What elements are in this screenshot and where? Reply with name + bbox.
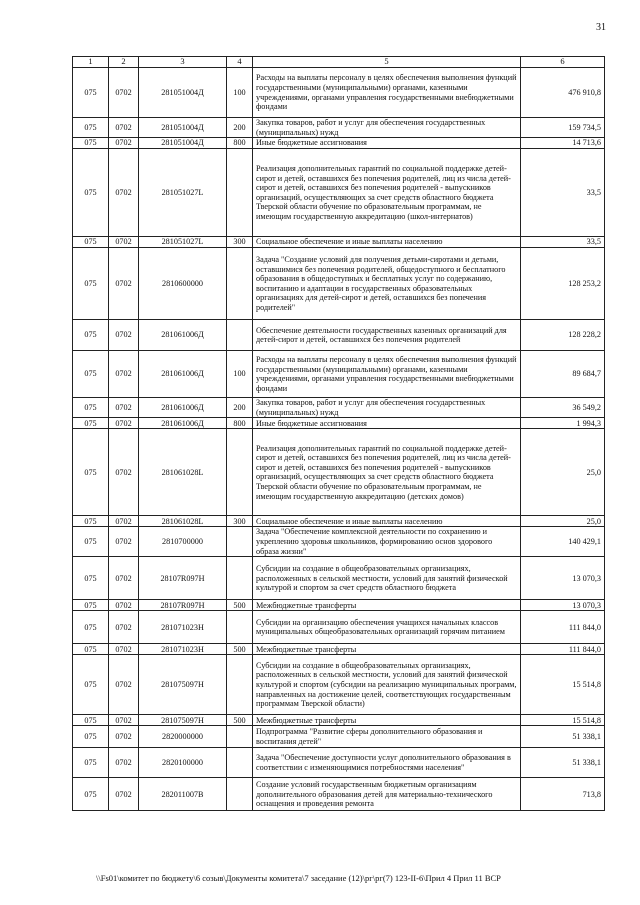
cell-section-code: 0702 <box>109 248 139 320</box>
cell-ministry-code: 075 <box>73 715 109 726</box>
table-row <box>73 726 605 748</box>
cell-target-article: 281071023H <box>139 644 227 655</box>
header-col-1: 1 <box>73 57 109 68</box>
cell-section-code: 0702 <box>109 557 139 600</box>
cell-expense-type <box>227 655 253 715</box>
cell-expense-type: 100 <box>227 351 253 398</box>
cell-description: Создание условий государственным бюджетным организациям дополнительного образования детей для материально-технического оснащения и проведения ремонта <box>253 778 521 811</box>
table-row <box>73 138 605 149</box>
cell-description: Субсидии на организацию обеспечения учащихся начальных классов муниципальных общеобразовательных организаций горячим питанием <box>253 611 521 644</box>
cell-expense-type <box>227 527 253 557</box>
cell-target-article: 2820100000 <box>139 748 227 778</box>
table-row <box>73 118 605 138</box>
cell-ministry-code: 075 <box>73 429 109 516</box>
cell-ministry-code: 075 <box>73 644 109 655</box>
table-row <box>73 748 605 778</box>
cell-description: Расходы на выплаты персоналу в целях обеспечения выполнения функций государственными (муниципальными) органами, казенными учреждениями, органами управления государственными внебюджетными фондами <box>253 351 521 398</box>
table-row <box>73 557 605 600</box>
cell-description: Обеспечение деятельности государственных казенных организаций для детей-сирот и детей, оставшихся без попечения родителей <box>253 320 521 351</box>
cell-amount: 476 910,8 <box>521 68 605 118</box>
cell-ministry-code: 075 <box>73 138 109 149</box>
cell-expense-type <box>227 748 253 778</box>
cell-section-code: 0702 <box>109 68 139 118</box>
cell-ministry-code: 075 <box>73 655 109 715</box>
cell-amount: 51 338,1 <box>521 748 605 778</box>
cell-expense-type: 200 <box>227 118 253 138</box>
page-number: 31 <box>596 22 606 33</box>
cell-target-article: 281061028L <box>139 429 227 516</box>
cell-expense-type <box>227 611 253 644</box>
cell-description: Межбюджетные трансферты <box>253 644 521 655</box>
cell-target-article: 281061006Д <box>139 351 227 398</box>
cell-amount: 25,0 <box>521 516 605 527</box>
cell-description: Субсидии на создание в общеобразовательных организациях, расположенных в сельской местности, условий для занятий физической культурой и спортом за счет средств областного бюджета <box>253 557 521 600</box>
cell-section-code: 0702 <box>109 644 139 655</box>
cell-ministry-code: 075 <box>73 149 109 237</box>
cell-ministry-code: 075 <box>73 248 109 320</box>
table-row <box>73 68 605 118</box>
cell-amount: 13 070,3 <box>521 600 605 611</box>
cell-section-code: 0702 <box>109 149 139 237</box>
cell-section-code: 0702 <box>109 351 139 398</box>
cell-ministry-code: 075 <box>73 118 109 138</box>
cell-ministry-code: 075 <box>73 527 109 557</box>
cell-ministry-code: 075 <box>73 516 109 527</box>
cell-ministry-code: 075 <box>73 237 109 248</box>
cell-section-code: 0702 <box>109 726 139 748</box>
table-row <box>73 429 605 516</box>
header-col-4: 4 <box>227 57 253 68</box>
cell-section-code: 0702 <box>109 138 139 149</box>
cell-description: Расходы на выплаты персоналу в целях обеспечения выполнения функций государственными (муниципальными) органами, казенными учреждениями, органами управления государственными внебюджетными фондами <box>253 68 521 118</box>
table-row <box>73 611 605 644</box>
cell-ministry-code: 075 <box>73 320 109 351</box>
cell-expense-type: 800 <box>227 418 253 429</box>
table-row <box>73 418 605 429</box>
budget-table <box>72 56 605 811</box>
cell-expense-type: 800 <box>227 138 253 149</box>
table-row <box>73 248 605 320</box>
cell-section-code: 0702 <box>109 429 139 516</box>
cell-amount: 15 514,8 <box>521 655 605 715</box>
cell-expense-type: 100 <box>227 68 253 118</box>
cell-ministry-code: 075 <box>73 748 109 778</box>
cell-description: Межбюджетные трансферты <box>253 715 521 726</box>
cell-target-article: 281061006Д <box>139 418 227 429</box>
cell-expense-type <box>227 320 253 351</box>
cell-section-code: 0702 <box>109 398 139 418</box>
header-col-6: 6 <box>521 57 605 68</box>
cell-description: Задача "Обеспечение комплексной деятельности по сохранению и укреплению здоровья школьников, формированию основ здорового образа жизни" <box>253 527 521 557</box>
cell-description: Задача "Обеспечение доступности услуг дополнительного образования в соответствии с изменяющимися потребностями населения" <box>253 748 521 778</box>
cell-description: Субсидии на создание в общеобразовательных организациях, расположенных в сельской местности, условий для занятий физической культурой и спортом (субсидии на реализацию муниципальных программ, направленных на достижение целей, соответствующих государственным программам Тверской области) <box>253 655 521 715</box>
table-row <box>73 149 605 237</box>
footer-file-path: \\Fs01\комитет по бюджету\6 созыв\Документы комитета\7 заседание (12)\рг\рг(7) 123-II-6\Прил 4 Прил 11 ВСР <box>96 873 501 883</box>
cell-target-article: 281051004Д <box>139 68 227 118</box>
cell-description: Реализация дополнительных гарантий по социальной поддержке детей-сирот и детей, оставшихся без попечения родителей, лиц из числа детей-сирот и детей, оставшихся без попечения родителей - выпускников организаций, осуществляющих за счет средств областного бюджета Тверской области обучение по образовательным программам, не имеющим государственную аккредитацию (школ-интернатов) <box>253 149 521 237</box>
cell-target-article: 281075097H <box>139 655 227 715</box>
cell-expense-type: 500 <box>227 715 253 726</box>
header-col-2: 2 <box>109 57 139 68</box>
cell-amount: 33,5 <box>521 149 605 237</box>
table-row <box>73 398 605 418</box>
cell-amount: 36 549,2 <box>521 398 605 418</box>
cell-section-code: 0702 <box>109 527 139 557</box>
cell-target-article: 281075097H <box>139 715 227 726</box>
header-col-5: 5 <box>253 57 521 68</box>
cell-expense-type <box>227 149 253 237</box>
cell-ministry-code: 075 <box>73 778 109 811</box>
cell-description: Иные бюджетные ассигнования <box>253 418 521 429</box>
cell-target-article: 281061006Д <box>139 320 227 351</box>
cell-ministry-code: 075 <box>73 398 109 418</box>
cell-amount: 89 684,7 <box>521 351 605 398</box>
cell-amount: 14 713,6 <box>521 138 605 149</box>
cell-section-code: 0702 <box>109 418 139 429</box>
cell-section-code: 0702 <box>109 516 139 527</box>
cell-expense-type: 500 <box>227 600 253 611</box>
cell-description: Закупка товаров, работ и услуг для обеспечения государственных (муниципальных) нужд <box>253 398 521 418</box>
cell-description: Социальное обеспечение и иные выплаты населению <box>253 237 521 248</box>
cell-target-article: 281051004Д <box>139 138 227 149</box>
cell-target-article: 281051004Д <box>139 118 227 138</box>
table-row <box>73 516 605 527</box>
cell-ministry-code: 075 <box>73 418 109 429</box>
cell-ministry-code: 075 <box>73 611 109 644</box>
cell-target-article: 2820000000 <box>139 726 227 748</box>
cell-target-article: 281051027L <box>139 149 227 237</box>
cell-section-code: 0702 <box>109 715 139 726</box>
cell-amount: 713,8 <box>521 778 605 811</box>
cell-ministry-code: 075 <box>73 68 109 118</box>
table-row <box>73 237 605 248</box>
cell-amount: 159 734,5 <box>521 118 605 138</box>
table-row <box>73 778 605 811</box>
header-col-3: 3 <box>139 57 227 68</box>
table-row <box>73 351 605 398</box>
cell-section-code: 0702 <box>109 748 139 778</box>
cell-expense-type <box>227 557 253 600</box>
cell-section-code: 0702 <box>109 320 139 351</box>
table-row <box>73 715 605 726</box>
table-row <box>73 600 605 611</box>
cell-target-article: 281071023H <box>139 611 227 644</box>
cell-section-code: 0702 <box>109 655 139 715</box>
cell-amount: 33,5 <box>521 237 605 248</box>
cell-description: Подпрограмма "Развитие сферы дополнительного образования и воспитания детей" <box>253 726 521 748</box>
cell-expense-type: 500 <box>227 644 253 655</box>
table-row <box>73 527 605 557</box>
cell-target-article: 282011007В <box>139 778 227 811</box>
cell-description: Закупка товаров, работ и услуг для обеспечения государственных (муниципальных) нужд <box>253 118 521 138</box>
cell-description: Социальное обеспечение и иные выплаты населению <box>253 516 521 527</box>
cell-ministry-code: 075 <box>73 351 109 398</box>
cell-target-article: 2810600000 <box>139 248 227 320</box>
cell-description: Иные бюджетные ассигнования <box>253 138 521 149</box>
cell-amount: 111 844,0 <box>521 611 605 644</box>
cell-target-article: 28107R097H <box>139 557 227 600</box>
cell-amount: 1 994,3 <box>521 418 605 429</box>
table-row <box>73 655 605 715</box>
table-row <box>73 644 605 655</box>
cell-amount: 111 844,0 <box>521 644 605 655</box>
cell-target-article: 28107R097H <box>139 600 227 611</box>
cell-ministry-code: 075 <box>73 557 109 600</box>
cell-section-code: 0702 <box>109 778 139 811</box>
cell-description: Задача "Создание условий для получения детьми-сиротами и детьми, оставшимися без попечения родителей, общедоступного и бесплатного образования в общедоступных и бесплатных услуг по содержанию, воспитанию и адаптации в государственных образовательных организациях для детей-сирот и детей, оставшихся без попечения родителей" <box>253 248 521 320</box>
cell-target-article: 281051027L <box>139 237 227 248</box>
header-row <box>73 57 605 68</box>
cell-target-article: 281061006Д <box>139 398 227 418</box>
cell-section-code: 0702 <box>109 118 139 138</box>
cell-amount: 15 514,8 <box>521 715 605 726</box>
cell-ministry-code: 075 <box>73 600 109 611</box>
cell-expense-type: 200 <box>227 398 253 418</box>
cell-expense-type <box>227 726 253 748</box>
cell-amount: 128 228,2 <box>521 320 605 351</box>
cell-target-article: 281061028L <box>139 516 227 527</box>
cell-section-code: 0702 <box>109 611 139 644</box>
cell-expense-type <box>227 429 253 516</box>
cell-expense-type: 300 <box>227 237 253 248</box>
cell-amount: 140 429,1 <box>521 527 605 557</box>
cell-section-code: 0702 <box>109 600 139 611</box>
cell-expense-type <box>227 248 253 320</box>
cell-description: Реализация дополнительных гарантий по социальной поддержке детей-сирот и детей, оставшихся без попечения родителей, лиц из числа детей-сирот и детей, оставшихся без попечения родителей - выпускников организаций, осуществляющих за счет средств областного бюджета Тверской области обучение по образовательным программам, не имеющим государственную аккредитацию (детских домов) <box>253 429 521 516</box>
cell-amount: 51 338,1 <box>521 726 605 748</box>
cell-amount: 25,0 <box>521 429 605 516</box>
cell-expense-type: 300 <box>227 516 253 527</box>
table-body <box>73 68 605 811</box>
cell-amount: 128 253,2 <box>521 248 605 320</box>
cell-target-article: 2810700000 <box>139 527 227 557</box>
table-row <box>73 320 605 351</box>
cell-amount: 13 070,3 <box>521 557 605 600</box>
cell-expense-type <box>227 778 253 811</box>
cell-section-code: 0702 <box>109 237 139 248</box>
cell-description: Межбюджетные трансферты <box>253 600 521 611</box>
cell-ministry-code: 075 <box>73 726 109 748</box>
